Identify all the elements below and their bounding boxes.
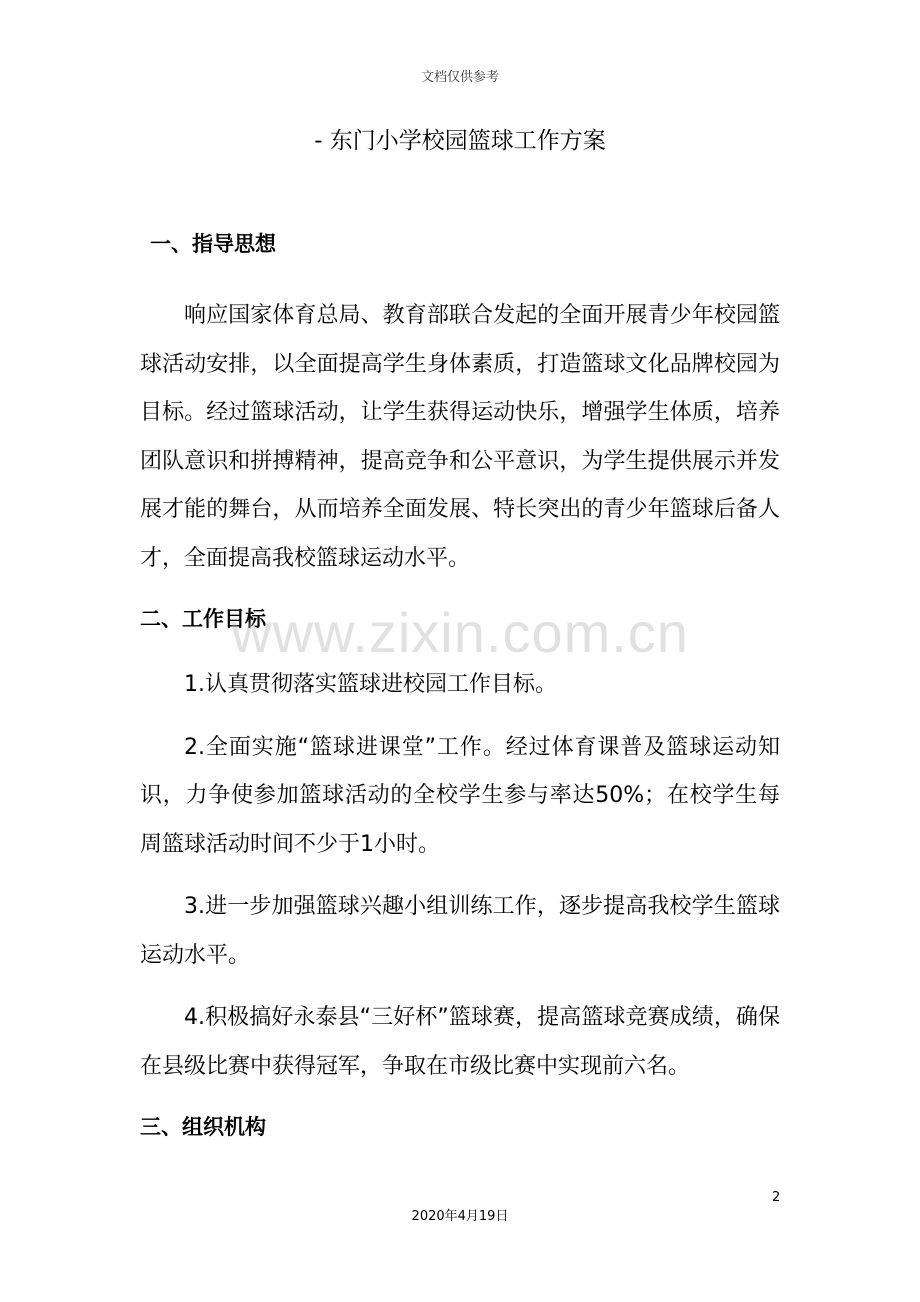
section-guiding-ideology xyxy=(140,228,780,583)
section-organization xyxy=(140,1111,780,1143)
paragraph: 3.进一步加强篮球兴趣小组训练工作，逐步提高我校学生篮球运动水平。 xyxy=(140,894,780,968)
paragraph: 4.积极搞好永泰县“三好杯”篮球赛，提高篮球竞赛成绩，确保在县级比赛中获得冠军，争取在市级比赛中实现前六名。 xyxy=(140,1005,780,1079)
paragraph: 1.认真贯彻落实篮球进校园工作目标。 xyxy=(184,672,557,697)
section-heading: 三、组织机构 xyxy=(140,1115,266,1139)
watermark: www.zixin.com.cn xyxy=(231,601,689,664)
paragraph: 2.全面实施“篮球进课堂”工作。经过体育课普及篮球运动知识，力争使参加篮球活动的全校学生参与率达50%；在校学生每周篮球活动时间不少于1小时。 xyxy=(140,734,780,857)
footer-date: 2020年4月19日 xyxy=(411,1209,509,1224)
document-body xyxy=(140,228,780,1143)
section-work-goals xyxy=(140,603,780,1091)
page-number: 2 xyxy=(772,1190,781,1205)
header-note: 文档仅供参考 xyxy=(420,70,499,85)
section-heading: 一、指导思想 xyxy=(150,232,276,256)
document-title: - 东门小学校园篮球工作方案 xyxy=(314,128,606,154)
section-heading: 二、工作目标 xyxy=(140,607,266,631)
paragraph: 响应国家体育总局、教育部联合发起的全面开展青少年校园篮球活动安排，以全面提高学生身体素质，打造篮球文化品牌校园为目标。经过篮球活动，让学生获得运动快乐，增强学生体质，培养团队意识和拼搏精神，提高竞争和公平意识，为学生提供展示并发展才能的舞台，从而培养全面发展、特长突出的青少年篮球后备人才，全面提高我校篮球运动水平。 xyxy=(140,303,780,571)
